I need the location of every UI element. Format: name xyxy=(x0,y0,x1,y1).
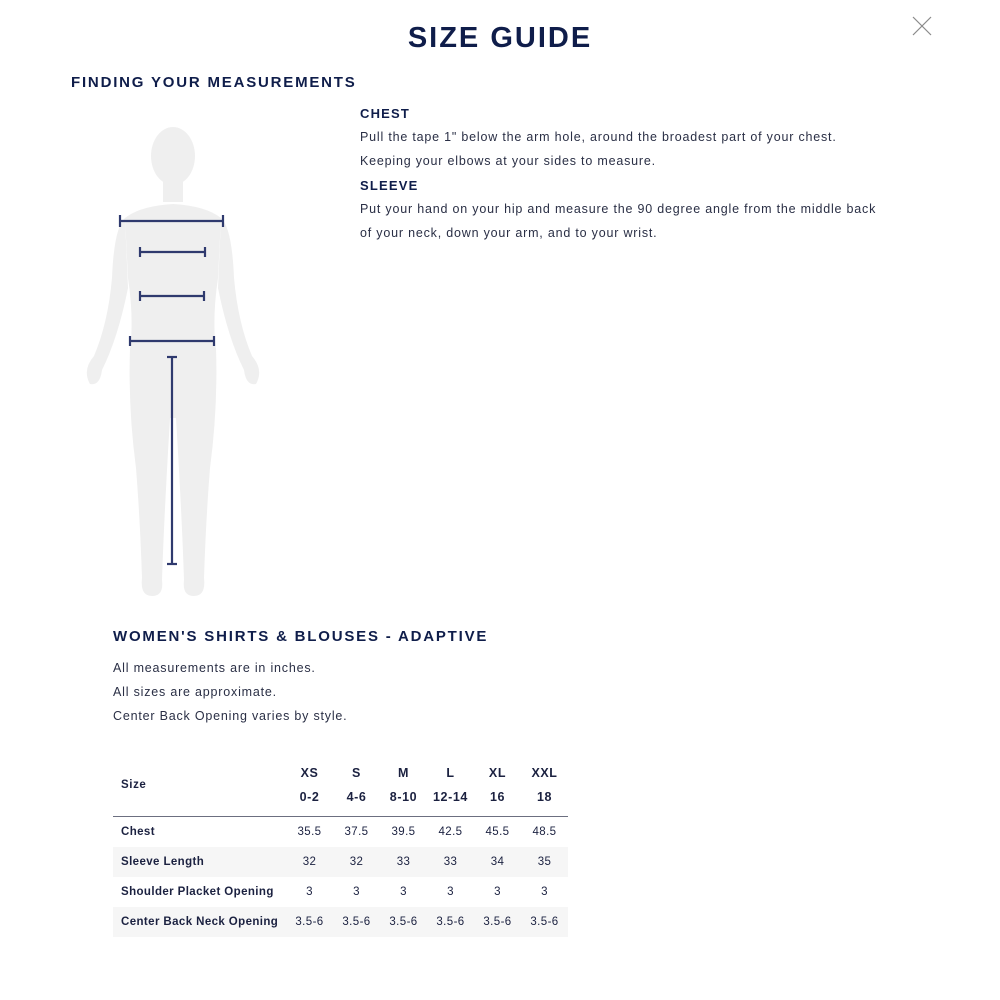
size-column-m: M 8-10 xyxy=(380,754,427,817)
row-label: Chest xyxy=(121,826,155,838)
body-figure xyxy=(70,118,280,608)
finding-measurements-heading: FINDING YOUR MEASUREMENTS xyxy=(71,74,357,91)
table-cell: 48.5 xyxy=(532,826,557,838)
table-cell: 3.5-6 xyxy=(474,907,521,937)
size-column-xs: XS 0-2 xyxy=(286,754,333,817)
table-cell: 3 xyxy=(400,886,407,898)
close-icon xyxy=(910,14,934,38)
sleeve-heading: SLEEVE xyxy=(360,178,419,193)
table-cell: 35.5 xyxy=(297,826,322,838)
table-row xyxy=(113,907,568,937)
table-cell: 3 xyxy=(447,886,454,898)
size-notes xyxy=(113,656,347,728)
table-row xyxy=(113,877,568,907)
page-title: SIZE GUIDE xyxy=(407,22,593,54)
measurement-instructions xyxy=(360,105,880,249)
size-column-s: S 4-6 xyxy=(333,754,380,817)
table-cell: 3.5-6 xyxy=(427,907,474,937)
sleeve-text-line: Put your hand on your hip and measure the 90 degree angle from the middle back xyxy=(360,202,877,216)
chest-instruction xyxy=(360,105,880,173)
table-cell: 33 xyxy=(380,847,427,877)
table-cell: 42.5 xyxy=(438,826,463,838)
size-column-xxl: XXL 18 xyxy=(521,754,568,817)
chest-text-line: Pull the tape 1" below the arm hole, around the broadest part of your chest. xyxy=(360,130,837,144)
table-cell: 3 xyxy=(494,886,501,898)
table-row xyxy=(113,817,568,848)
table-cell: 35 xyxy=(521,847,568,877)
chest-text-line: Keeping your elbows at your sides to measure. xyxy=(360,154,656,168)
table-cell: 3 xyxy=(353,886,360,898)
table-row xyxy=(113,847,568,877)
row-label: Shoulder Placket Opening xyxy=(121,886,274,898)
sleeve-instruction xyxy=(360,177,880,245)
table-cell: 3.5-6 xyxy=(333,907,380,937)
sleeve-text-line: of your neck, down your arm, and to your wrist. xyxy=(360,226,658,240)
table-cell: 33 xyxy=(427,847,474,877)
size-header-row xyxy=(113,754,568,817)
table-cell: 3.5-6 xyxy=(380,907,427,937)
close-button[interactable] xyxy=(910,14,934,38)
table-cell: 39.5 xyxy=(391,826,416,838)
note-line: All measurements are in inches. xyxy=(113,661,316,675)
table-cell: 45.5 xyxy=(485,826,510,838)
table-cell: 32 xyxy=(286,847,333,877)
table-cell: 3.5-6 xyxy=(521,907,568,937)
size-table xyxy=(113,754,568,937)
womens-shirts-heading: WOMEN'S SHIRTS & BLOUSES - ADAPTIVE xyxy=(113,628,489,645)
table-cell: 34 xyxy=(474,847,521,877)
table-cell: 3 xyxy=(541,886,548,898)
size-column-label: Size xyxy=(113,754,286,817)
table-cell: 37.5 xyxy=(344,826,369,838)
size-column-xl: XL 16 xyxy=(474,754,521,817)
size-column-l: L 12-14 xyxy=(427,754,474,817)
chest-text xyxy=(360,125,880,173)
table-cell: 32 xyxy=(333,847,380,877)
chest-heading: CHEST xyxy=(360,106,411,121)
body-silhouette-icon xyxy=(70,118,280,608)
table-cell: 3 xyxy=(306,886,313,898)
table-cell: 3.5-6 xyxy=(286,907,333,937)
sleeve-text xyxy=(360,197,880,245)
row-label: Center Back Neck Opening xyxy=(113,907,286,937)
note-line: Center Back Opening varies by style. xyxy=(113,709,348,723)
row-label: Sleeve Length xyxy=(113,847,286,877)
note-line: All sizes are approximate. xyxy=(113,685,277,699)
